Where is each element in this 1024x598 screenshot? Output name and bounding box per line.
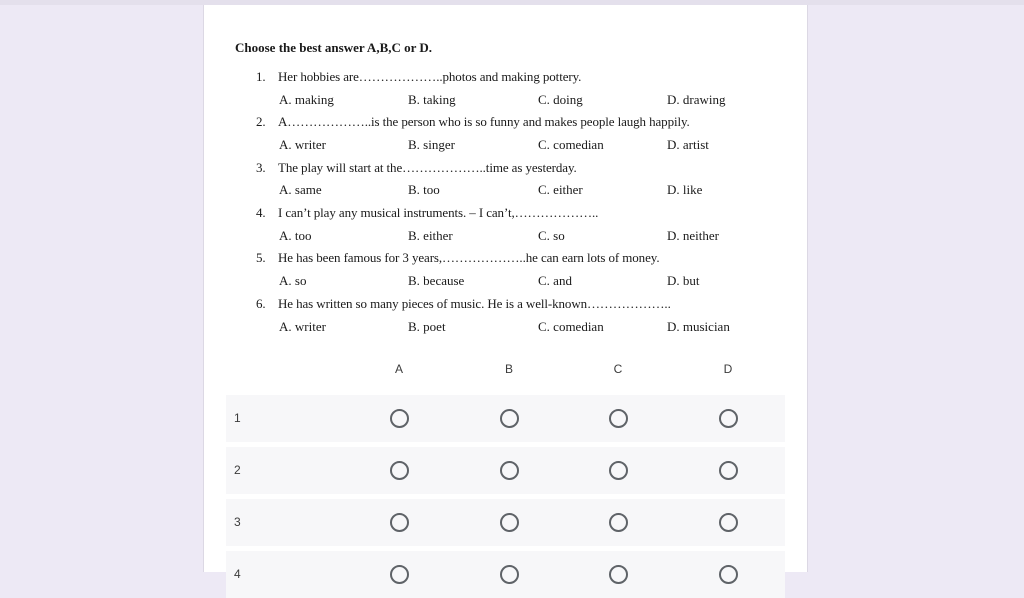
quiz-heading: Choose the best answer A,B,C or D. (235, 40, 433, 55)
row-label: 2 (234, 463, 241, 477)
column-header-b: B (504, 362, 513, 376)
option-a: A. making (279, 92, 334, 107)
radio-button[interactable] (500, 565, 519, 584)
row-label: 4 (234, 567, 241, 581)
question-number: 6. (256, 296, 266, 311)
question-number: 2. (256, 114, 266, 129)
radio-button[interactable] (500, 513, 519, 532)
radio-button[interactable] (719, 565, 738, 584)
question-number: 1. (256, 69, 266, 84)
option-d: D. drawing (667, 92, 726, 107)
column-header-c: C (613, 362, 623, 376)
radio-button[interactable] (500, 461, 519, 480)
option-d: D. but (667, 273, 700, 288)
radio-button[interactable] (609, 513, 628, 532)
option-c: C. doing (538, 92, 583, 107)
radio-button[interactable] (500, 409, 519, 428)
radio-button[interactable] (719, 513, 738, 532)
question-number: 3. (256, 160, 266, 175)
radio-button[interactable] (390, 565, 409, 584)
question-text: He has written so many pieces of music. He is a well-known……………….. (278, 296, 671, 311)
question-text: A………………..is the person who is so funny and makes people laugh happily. (278, 114, 690, 129)
option-d: D. like (667, 182, 703, 197)
option-b: B. singer (408, 137, 455, 152)
question-text: He has been famous for 3 years,………………..he can earn lots of money. (278, 250, 660, 265)
radio-button[interactable] (719, 409, 738, 428)
option-c: C. so (538, 228, 565, 243)
form-card (203, 5, 808, 581)
option-b: B. too (408, 182, 440, 197)
column-header-d: D (723, 362, 733, 376)
radio-button[interactable] (719, 461, 738, 480)
radio-button[interactable] (390, 461, 409, 480)
option-c: C. either (538, 182, 583, 197)
radio-button[interactable] (390, 513, 409, 532)
option-a: A. so (279, 273, 307, 288)
question-text: I can’t play any musical instruments. – I can’t,……………….. (278, 205, 599, 220)
option-d: D. musician (667, 319, 730, 334)
radio-button[interactable] (609, 565, 628, 584)
column-header-a: A (394, 362, 403, 376)
radio-button[interactable] (390, 409, 409, 428)
option-c: C. comedian (538, 319, 604, 334)
grid-row-1 (226, 395, 785, 442)
question-text: Her hobbies are………………..photos and making pottery. (278, 69, 582, 84)
option-b: B. taking (408, 92, 456, 107)
question-text: The play will start at the………………..time as yesterday. (278, 160, 577, 175)
option-b: B. either (408, 228, 453, 243)
grid-row-3 (226, 499, 785, 546)
option-c: C. and (538, 273, 572, 288)
radio-button[interactable] (609, 461, 628, 480)
option-b: B. poet (408, 319, 446, 334)
row-label: 3 (234, 515, 241, 529)
grid-row-4 (226, 551, 785, 598)
option-b: B. because (408, 273, 465, 288)
question-number: 5. (256, 250, 266, 265)
question-number: 4. (256, 205, 266, 220)
option-a: A. writer (279, 319, 326, 334)
option-d: D. artist (667, 137, 709, 152)
option-c: C. comedian (538, 137, 604, 152)
radio-button[interactable] (609, 409, 628, 428)
option-d: D. neither (667, 228, 719, 243)
option-a: A. writer (279, 137, 326, 152)
row-label: 1 (234, 411, 241, 425)
option-a: A. same (279, 182, 322, 197)
grid-row-2 (226, 447, 785, 494)
option-a: A. too (279, 228, 312, 243)
